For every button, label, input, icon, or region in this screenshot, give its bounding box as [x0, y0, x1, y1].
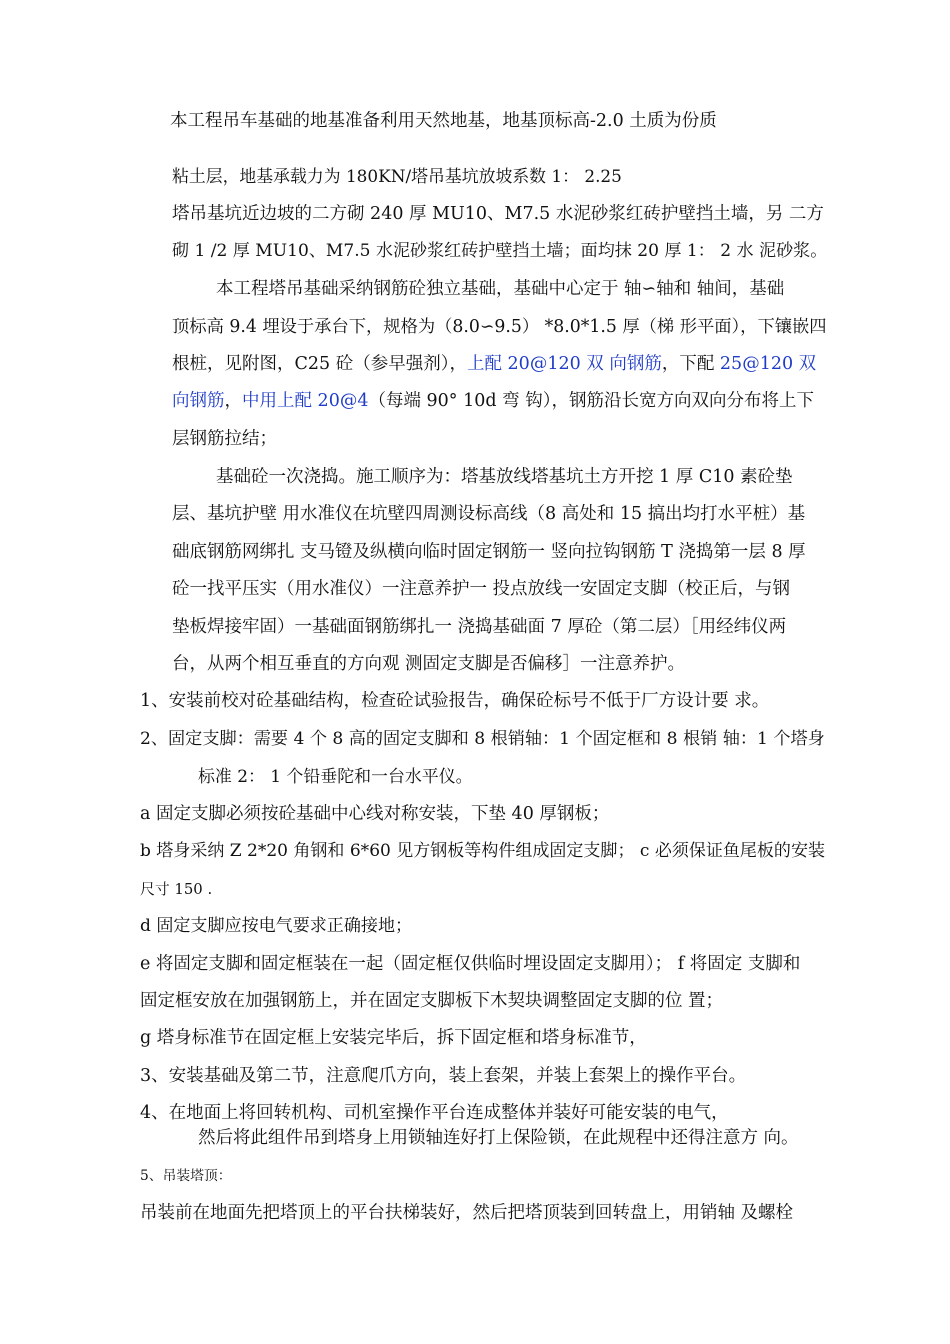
text-line: 层钢筋拉结； [172, 429, 277, 449]
text-line [172, 390, 827, 412]
highlighted-text-run: 向钢筋 [172, 391, 225, 411]
text-line: 垫板焊接牢固）一基础面钢筋绑扎一 浇捣基础面 7 厚砼（第二层）［用经纬仪两 [172, 617, 787, 637]
text-line: 吊装前在地面先把塔顶上的平台扶梯装好，然后把塔顶装到回转盘上，用销轴 及螺栓 [140, 1203, 794, 1223]
text-run: ，下配 [661, 354, 720, 374]
text-line: 本工程塔吊基础采纳钢筋砼独立基础，基础中心定于 轴∽轴和 轴间，基础 [216, 279, 785, 299]
text-line: 固定框安放在加强钢筋上，并在固定支脚板下木契块调整固定支脚的位 置； [140, 991, 724, 1011]
text-line: b 塔身采纳 Z 2*20 角钢和 6*60 见方钢板等构件组成固定支脚； c 必须保证鱼尾板的安装 [140, 841, 825, 861]
text-line: 粘土层，地基承载力为 180KN/塔吊基坑放坡系数 1： 2.25 [172, 166, 622, 186]
text-run: ， [224, 391, 242, 411]
text-line: 5、吊装塔顶： [140, 1168, 232, 1184]
text-line: 标准 2： 1 个铅垂陀和一台水平仪。 [198, 766, 473, 786]
text-line: 塔吊基坑近边坡的二方砌 240 厚 MU10、M7.5 水泥砂浆红砖护壁挡土墙，另 二方 [172, 204, 824, 224]
text-line: 本工程吊车基础的地基准备利用天然地基，地基顶标高-2.0 土质为份质 [170, 111, 717, 131]
text-line: 基础砼一次浇捣。施工顺序为：塔基放线塔基坑土方开挖 1 厚 C10 素砼垫 [216, 467, 793, 487]
text-line: 3、安装基础及第二节，注意爬爪方向，装上套架，并装上套架上的操作平台。 [140, 1066, 747, 1086]
highlighted-text-run: 中用上配 20@4 [242, 391, 369, 411]
text-line: 然后将此组件吊到塔身上用锁轴连好打上保险锁，在此规程中还得注意方 向。 [198, 1128, 799, 1148]
text-line: 层、基坑护壁 用水准仪在坑壁四周测设标高线（8 高处和 15 搞出均打水平桩）基 [172, 504, 806, 524]
text-line [172, 353, 827, 375]
text-line: 台，从两个相互垂直的方向观 测固定支脚是否偏移］一注意养护。 [172, 654, 686, 674]
text-line: 1、安装前校对砼基础结构，检查砼试验报告，确保砼标号不低于厂方设计要 求。 [140, 691, 770, 711]
text-line: d 固定支脚应按电气要求正确接地； [140, 916, 412, 936]
text-line: 砼一找平压实（用水准仪）一注意养护一 投点放线一安固定支脚（校正后，与钢 [172, 579, 791, 599]
text-line: 尺寸 150 . [140, 880, 212, 898]
text-line: 础底钢筋网绑扎 支马镫及纵横向临时固定钢筋一 竖向拉钩钢筋 T 浇捣第一层 8 厚 [172, 542, 806, 562]
text-run: 根桩，见附图，C25 砼（参早强剂）， [172, 354, 467, 374]
highlighted-text-run: 上配 20@120 双 向钢筋 [466, 354, 662, 374]
text-run: （每端 90° 10d 弯 钩），钢筋沿长宽方向双向分布将上下 [368, 391, 814, 411]
text-line: 顶标高 9.4 埋设于承台下，规格为（8.0∽9.5） *8.0*1.5 厚（梯 形平面），下镶嵌四 [172, 317, 827, 337]
text-line: 砌 1 /2 厚 MU10、M7.5 水泥砂浆红砖护壁挡土墙；面均抹 20 厚 1： 2 水 泥砂浆。 [172, 241, 827, 261]
highlighted-text-run: 25@120 双 [719, 354, 817, 374]
text-line: e 将固定支脚和固定框装在一起（固定框仅供临时埋设固定支脚用）； f 将固定 支脚和 [140, 954, 801, 974]
text-line: a 固定支脚必须按砼基础中心线对称安装，下垫 40 厚钢板； [140, 804, 610, 824]
text-line: g 塔身标准节在固定框上安装完毕后，拆下固定框和塔身标准节， [140, 1028, 647, 1048]
text-line: 2、固定支脚：需要 4 个 8 高的固定支脚和 8 根销轴：1 个固定框和 8 根销 轴：1 个塔身 [140, 729, 825, 749]
text-line: 4、在地面上将回转机构、司机室操作平台连成整体并装好可能安装的电气， [140, 1103, 729, 1123]
